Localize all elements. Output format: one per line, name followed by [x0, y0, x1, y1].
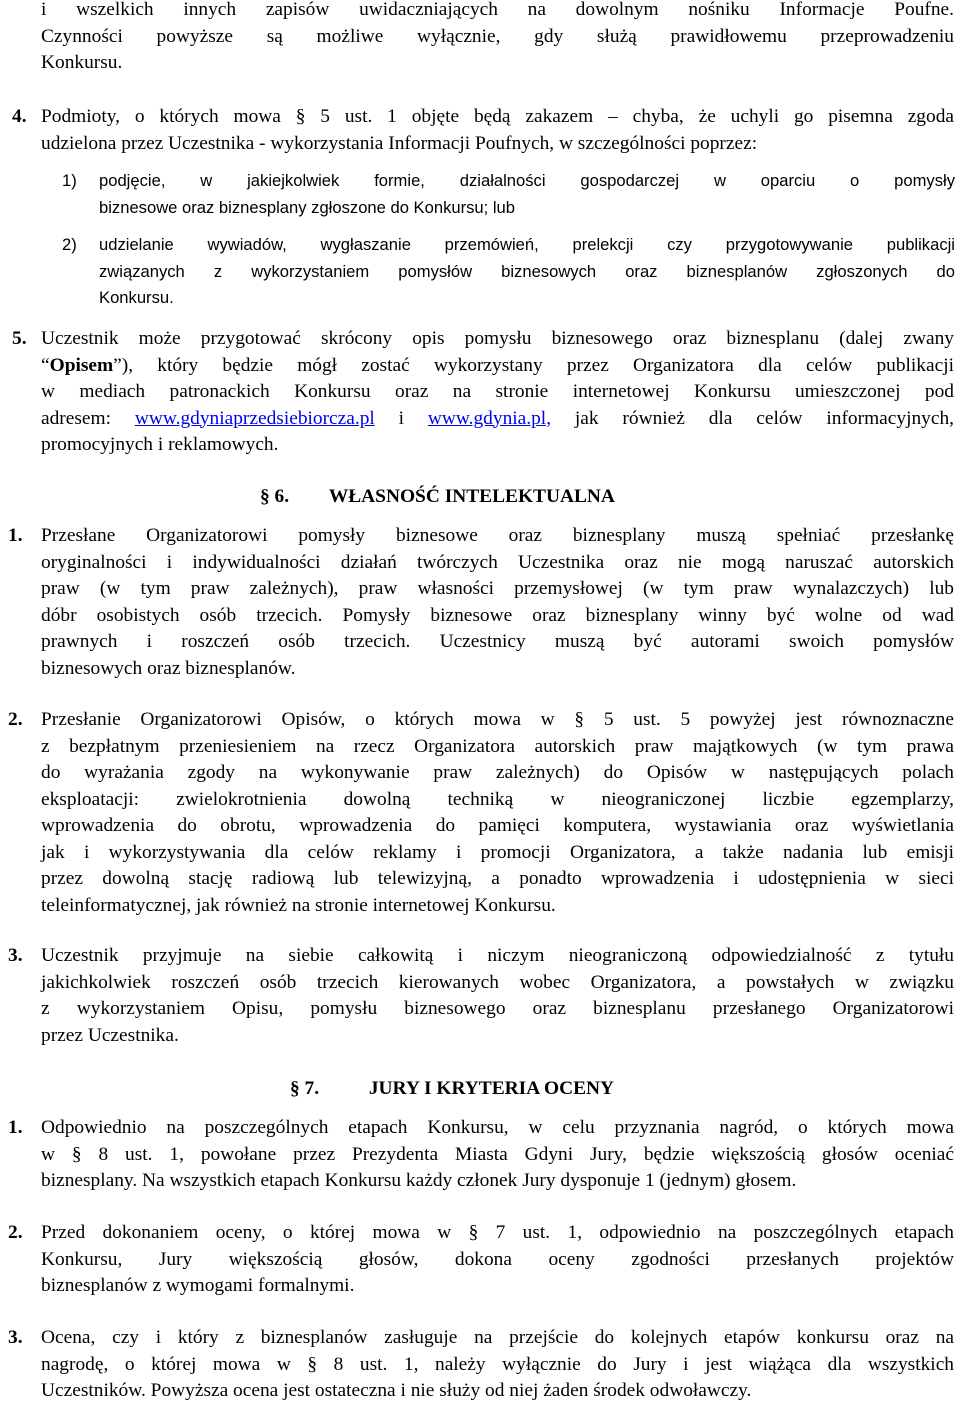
- section-6-item-1: [8, 523, 954, 682]
- text-line: z bezpłatnym przeniesieniem na rzecz Organizatora autorskich praw majątkowych (w tym prawa: [41, 735, 954, 757]
- text-line: dóbr osobistych osób trzecich. Pomysły biznesowe oraz biznesplany winny być wolne od wad: [41, 604, 954, 626]
- text-line: “Opisem”), który będzie mógł zostać wykorzystany przez Organizatora dla celów publikacji: [41, 354, 954, 376]
- list-number: 1): [62, 171, 77, 190]
- text-line: Przesłane Organizatorowi pomysły biznesowe oraz biznesplany muszą spełniać przesłankę: [41, 525, 954, 546]
- section-heading-6: [260, 484, 615, 510]
- text-line: eksploatacji: zwielokrotnienia dowolną techniką w nieograniczonej liczbie egzemplarzy,: [41, 788, 954, 810]
- text-line: z wykorzystaniem Opisu, pomysłu biznesowego oraz biznesplanu przesłanego Organizatorowi: [41, 998, 954, 1019]
- section-title: WŁASNOŚĆ INTELEKTUALNA: [328, 486, 615, 507]
- text-line: przez dowolną stację radiową lub telewizyjną, a ponadto wprowadzenia i udostępnienia w sieci: [41, 868, 954, 889]
- paragraph-number: 3.: [8, 945, 23, 966]
- text-line: biznesplany. Na wszystkich etapach Konkursu każdy członek Jury dysponuje 1 (jednym) głosem.: [41, 1170, 797, 1191]
- text-line: prawnych i roszczeń osób trzecich. Uczestnicy muszą być autorami swoich pomysłów: [41, 631, 954, 652]
- text-line: promocyjnych i reklamowych.: [41, 434, 279, 455]
- text-line: Konkursu.: [99, 288, 174, 307]
- list-item: [62, 168, 955, 221]
- section-heading-7: [290, 1076, 614, 1102]
- text-line: Konkursu.: [41, 52, 123, 73]
- text-line: Podmioty, o których mowa § 5 ust. 1 objęte będą zakazem – chyba, że uchyli go pisemna zgoda: [41, 106, 954, 127]
- text-line: Czynności powyższe są możliwe wyłącznie, gdy służą prawidłowemu przeprowadzeniu: [41, 25, 954, 47]
- list-item: [62, 232, 955, 312]
- text-line: nagrodę, o której mowa w § 8 ust. 1, należy wyłącznie do Jury i jest wiążąca dla wszystkich: [41, 1353, 954, 1375]
- text-line: biznesowych oraz biznesplanów.: [41, 657, 296, 679]
- paragraph-4: [12, 104, 954, 157]
- text-line: Uczestnik przyjmuje na siebie całkowitą i niczym nieograniczoną odpowiedzialność z tytułu: [41, 945, 954, 966]
- paragraph-number: 5.: [12, 328, 27, 349]
- opis-term: Opisem: [49, 354, 114, 376]
- text-line: Uczestnik może przygotować skrócony opis pomysłu biznesowego oraz biznesplanu (dalej zwany: [41, 328, 954, 349]
- text-line: związanych z wykorzystaniem pomysłów biznesowych oraz biznesplanów zgłoszonych do: [99, 261, 955, 281]
- paragraph-number: 1.: [8, 1117, 23, 1138]
- text-line: udzielanie wywiadów, wygłaszanie przemówień, prelekcji czy przygotowywanie publikacji: [99, 235, 955, 254]
- section-number: § 6.: [260, 486, 290, 507]
- section-6-item-3: [8, 943, 954, 1049]
- list-number: 2): [62, 235, 77, 254]
- text-line: oryginalności i indywidualności działań twórczych Uczestnika oraz nie mogą naruszać autorskich: [41, 551, 954, 573]
- link-gdyniaprzedsiebiorcza[interactable]: www.gdyniaprzedsiebiorcza.pl: [134, 407, 375, 429]
- text-line: podjęcie, w jakiejkolwiek formie, działalności gospodarczej w oparciu o pomysły: [99, 171, 955, 190]
- text-line: Konkursu, Jury większością głosów, dokona oceny zgodności przesłanych projektów: [41, 1248, 954, 1270]
- paragraph-number: 2.: [8, 1222, 23, 1243]
- text-line: Uczestników. Powyższa ocena jest ostateczna i nie służy od niej żaden środek odwoławczy.: [41, 1380, 752, 1401]
- text-line: biznesplanów z wymogami formalnymi.: [41, 1275, 355, 1296]
- text-line: w mediach patronackich Konkursu oraz na stronie internetowej Konkursu umieszczonej pod: [41, 381, 954, 402]
- section-7-item-1: [8, 1115, 954, 1195]
- paragraph-number: 2.: [8, 709, 23, 730]
- section-7-item-3: [8, 1325, 954, 1405]
- text-line: i wszelkich innych zapisów uwidaczniających na dowolnym nośniku Informacje Poufne.: [41, 0, 954, 20]
- text-line: adresem: www.gdyniaprzedsiebiorcza.pl i www.gdynia.pl, jak również dla celów informacyjnych,: [41, 407, 954, 429]
- text-line: przez Uczestnika.: [41, 1024, 179, 1046]
- text-line: Przesłanie Organizatorowi Opisów, o których mowa w § 5 ust. 5 powyżej jest równoznaczne: [41, 709, 954, 730]
- text-line: udzielona przez Uczestnika - wykorzystania Informacji Poufnych, w szczególności poprzez:: [41, 132, 758, 154]
- paragraph-5: [12, 326, 954, 459]
- continuation-paragraph: [41, 0, 954, 77]
- text-line: Ocena, czy i który z biznesplanów zasługuje na przejście do kolejnych etapów konkursu oraz na: [41, 1327, 954, 1348]
- text-line: w § 8 ust. 1, powołane przez Prezydenta Miasta Gdyni Jury, będzie większością głosów oceniać: [41, 1143, 954, 1165]
- text-line: do wyrażania zgody na wykonywanie praw zależnych) do Opisów w następujących polach: [41, 762, 954, 783]
- text-line: jakichkolwiek roszczeń osób trzecich kierowanych wobec Organizatora, a powstałych w związku: [41, 971, 954, 993]
- text-line: Przed dokonaniem oceny, o której mowa w § 7 ust. 1, odpowiednio na poszczególnych etapach: [41, 1222, 954, 1243]
- section-7-item-2: [8, 1220, 954, 1300]
- text-line: wprowadzenia do obrotu, wprowadzenia do pamięci komputera, wystawiania oraz wyświetlania: [41, 815, 954, 836]
- section-title: JURY I KRYTERIA OCENY: [368, 1078, 615, 1099]
- link-gdynia[interactable]: www.gdynia.pl,: [427, 407, 552, 429]
- text-line: jak i wykorzystywania dla celów reklamy i promocji Organizatora, a także nadania lub emisji: [41, 841, 954, 863]
- section-number: § 7.: [290, 1078, 320, 1099]
- text-line: Odpowiednio na poszczególnych etapach Konkursu, w celu przyznania nagród, o których mowa: [41, 1117, 954, 1138]
- paragraph-number: 4.: [12, 106, 27, 127]
- paragraph-number: 3.: [8, 1327, 23, 1348]
- text-line: praw (w tym praw zależnych), praw własności przemysłowej (w tym praw wynalazczych) lub: [41, 578, 954, 599]
- text-line: teleinformatycznej, jak również na stronie internetowej Konkursu.: [41, 894, 556, 916]
- text-line: biznesowe oraz biznesplany zgłoszone do Konkursu; lub: [99, 197, 516, 217]
- paragraph-number: 1.: [8, 525, 23, 546]
- section-6-item-2: [8, 707, 954, 919]
